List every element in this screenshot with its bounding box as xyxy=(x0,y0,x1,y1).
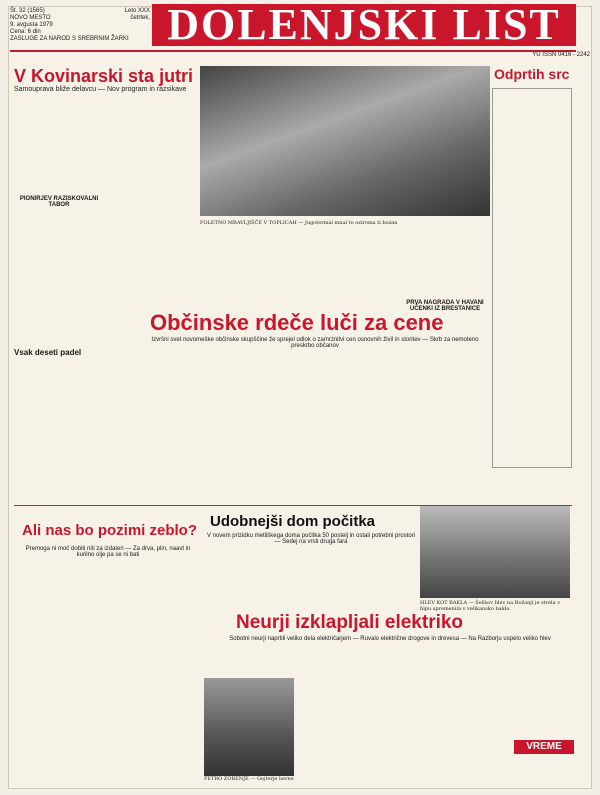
neurji-headline: Neurji izklapljali elektriko xyxy=(236,612,464,633)
masthead xyxy=(10,0,576,49)
issn-label: YU ISSN 0416 - 2242 xyxy=(532,52,590,58)
toplice-photo-caption: FOLETNO MRAVLJIŠČE V TOPLICAH — Jugotermal mnal to oziroma ti bozan xyxy=(200,220,398,226)
vreme-label: VREME xyxy=(514,740,574,754)
ali-nas-subtitle: Premoga ni moč dobiti niti za izdaten — Za drva, plin, naavt in kurilno olje pa se ni bati xyxy=(25,546,191,558)
odprt-src-column xyxy=(492,88,572,468)
kovinarski-headline: V Kovinarski sta jutri xyxy=(14,66,194,86)
kovinarski-column-2 xyxy=(106,98,196,318)
newspaper-title: DOLENJSKI LIST xyxy=(152,4,576,46)
masthead-divider xyxy=(10,50,576,52)
issue-number: Št. 32 (1565) xyxy=(10,8,45,14)
city-label: NOVO MESTO xyxy=(10,15,51,21)
udobnejsi-subtitle: V novem prizidku metliškega doma počitka 50 postelj in ostali potrebni prostori — Sedej na vrsti druga fara xyxy=(206,533,416,545)
date-label: 9. avgusta 1979 xyxy=(10,22,53,28)
award-label: ZASLUGE ZA NAROD S SREBRNIM ŽARKI xyxy=(10,36,129,42)
hlev-photo xyxy=(420,506,570,598)
day-label: četrtek, xyxy=(130,15,150,21)
vsak-deseti-headline: Vsak deseti padel xyxy=(14,348,82,357)
kovinarski-column-1 xyxy=(14,98,104,188)
ali-nas-headline: Ali nas bo pozimi zeblo? xyxy=(22,522,198,539)
obcinske-subtitle: Izvršni svet novomeške občinske skupščine že sprejel odlok o zamrznitvi cen osnovnih živil in storitev — Skrb za nemoteno preskrbo občanov xyxy=(151,337,479,349)
kovinarski-subtitle: Samouprava bliže delavcu — Nov program in razsikave xyxy=(14,86,187,93)
odprt-src-headline: Odprtih src xyxy=(494,66,570,82)
prva-nagrada-headline: PRVA NAGRADA V HAVANI UČENKI IZ BRESTANICE xyxy=(406,300,484,312)
hlev-photo-caption: HLEV KOT BAKLA — Šeškov hlev na Rožanji je strela v hipu spremenila v velikansko baklo. xyxy=(420,600,561,612)
neurji-subtitle: Sobotni neurji naprtili veliko dela električarjem — Ruvalo električne drogove in drevesa — Na Razborju uspelo veliko hlev xyxy=(229,636,551,642)
zorenje-photo-caption: PETRO ZORENJE — Gejterje berne xyxy=(204,776,294,782)
toplice-photo xyxy=(200,66,490,216)
price-label: Cena: 6 din xyxy=(10,29,41,35)
pionirjev-headline: PIONIRJEV RAZISKOVALNI TABOR xyxy=(19,196,99,208)
obcinske-headline: Občinske rdeče luči za cene xyxy=(150,310,444,335)
year-label: Leto XXX xyxy=(124,8,150,14)
zorenje-photo xyxy=(204,678,294,776)
masthead-info xyxy=(10,8,150,48)
udobnejsi-headline: Udobnejši dom počitka xyxy=(210,513,376,530)
